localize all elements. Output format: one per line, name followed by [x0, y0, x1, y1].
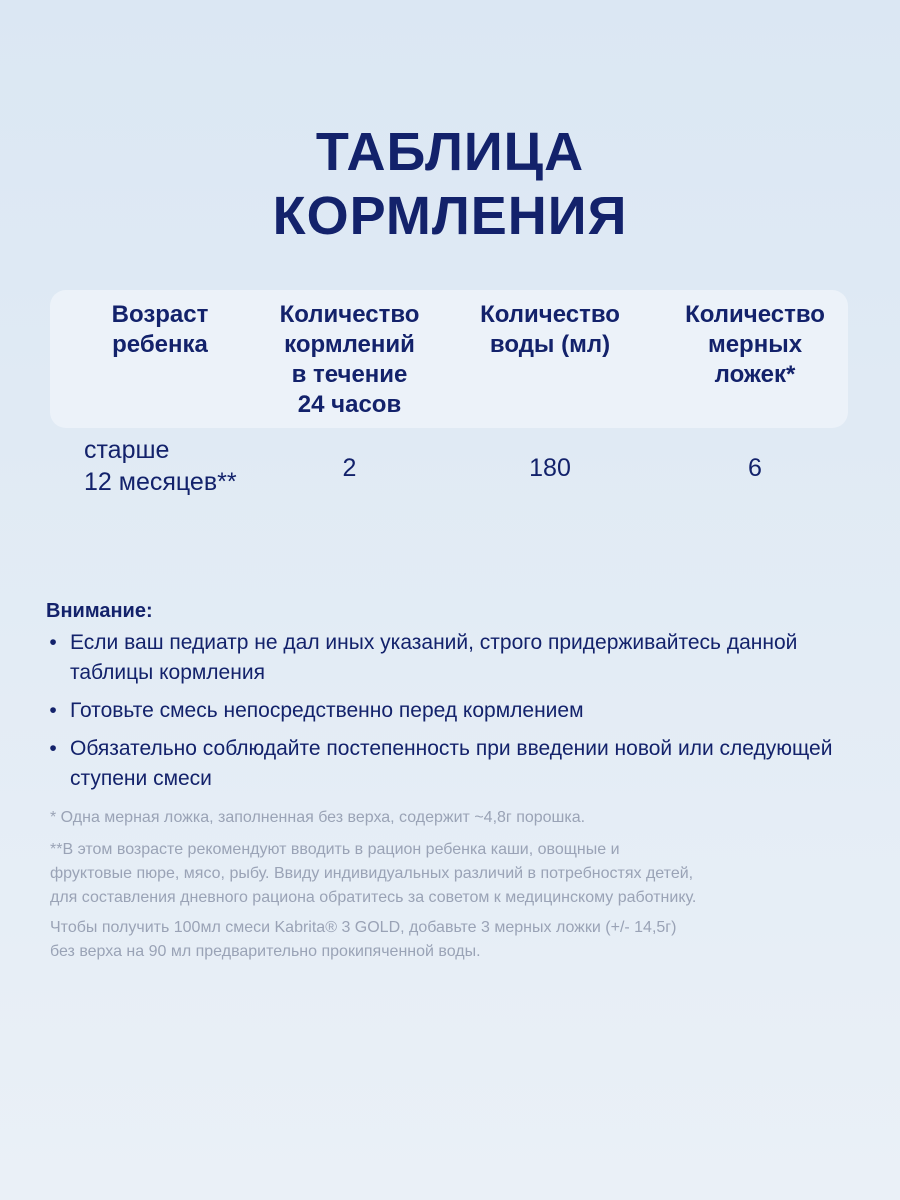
cell-water: 180 [529, 454, 571, 482]
footnote-spoon: * Одна мерная ложка, заполненная без верха, содержит ~4,8г порошка. [50, 809, 586, 826]
attention-section [46, 598, 846, 802]
column-header-spoons: Количество мерных ложек* [685, 301, 825, 388]
title-line-2: КОРМЛЕНИЯ [272, 186, 628, 246]
footnote-age: **В этом возрасте рекомендуют вводить в рацион ребенка каши, овощные и фруктовые пюре, мясо, рыбу. Ввиду индивидуальных различий в потребностях детей, для составления дневного рациона обратитесь за советом к медицинскому работнику. [50, 841, 697, 906]
column-header-feedings: Количество кормлений в течение 24 часов [279, 301, 420, 418]
title-line-1: ТАБЛИЦА [315, 122, 585, 182]
list-item-text: Обязательно соблюдайте постепенность при введении новой или следующей ступени смеси [70, 737, 833, 790]
cell-age: старше 12 месяцев** [84, 436, 237, 496]
table-header-row [50, 290, 848, 428]
list-item-text: Если ваш педиатр не дал иных указаний, строго придерживайтесь данной таблицы кормления [70, 631, 798, 684]
list-item [46, 734, 846, 794]
attention-list [46, 628, 846, 794]
bullet-icon: • [49, 737, 57, 760]
cell-feedings: 2 [342, 454, 357, 482]
bullet-icon: • [49, 631, 57, 654]
list-item-text: Готовьте смесь непосредственно перед кормлением [70, 699, 584, 722]
list-item [46, 696, 846, 726]
column-header-water: Количество воды (мл) [480, 301, 620, 358]
bullet-icon: • [49, 699, 57, 722]
cell-spoons: 6 [748, 454, 762, 482]
table-row [50, 432, 848, 502]
footnote-preparation: Чтобы получить 100мл смеси Kabrita® 3 GOLD, добавьте 3 мерных ложки (+/- 14,5г) без верха на 90 мл предварительно прокипяченной воды. [50, 919, 677, 960]
attention-title: Внимание: [46, 600, 153, 622]
footnotes [50, 806, 850, 970]
list-item [46, 628, 846, 688]
column-header-age: Возраст ребенка [111, 301, 209, 358]
page-title [0, 120, 900, 248]
